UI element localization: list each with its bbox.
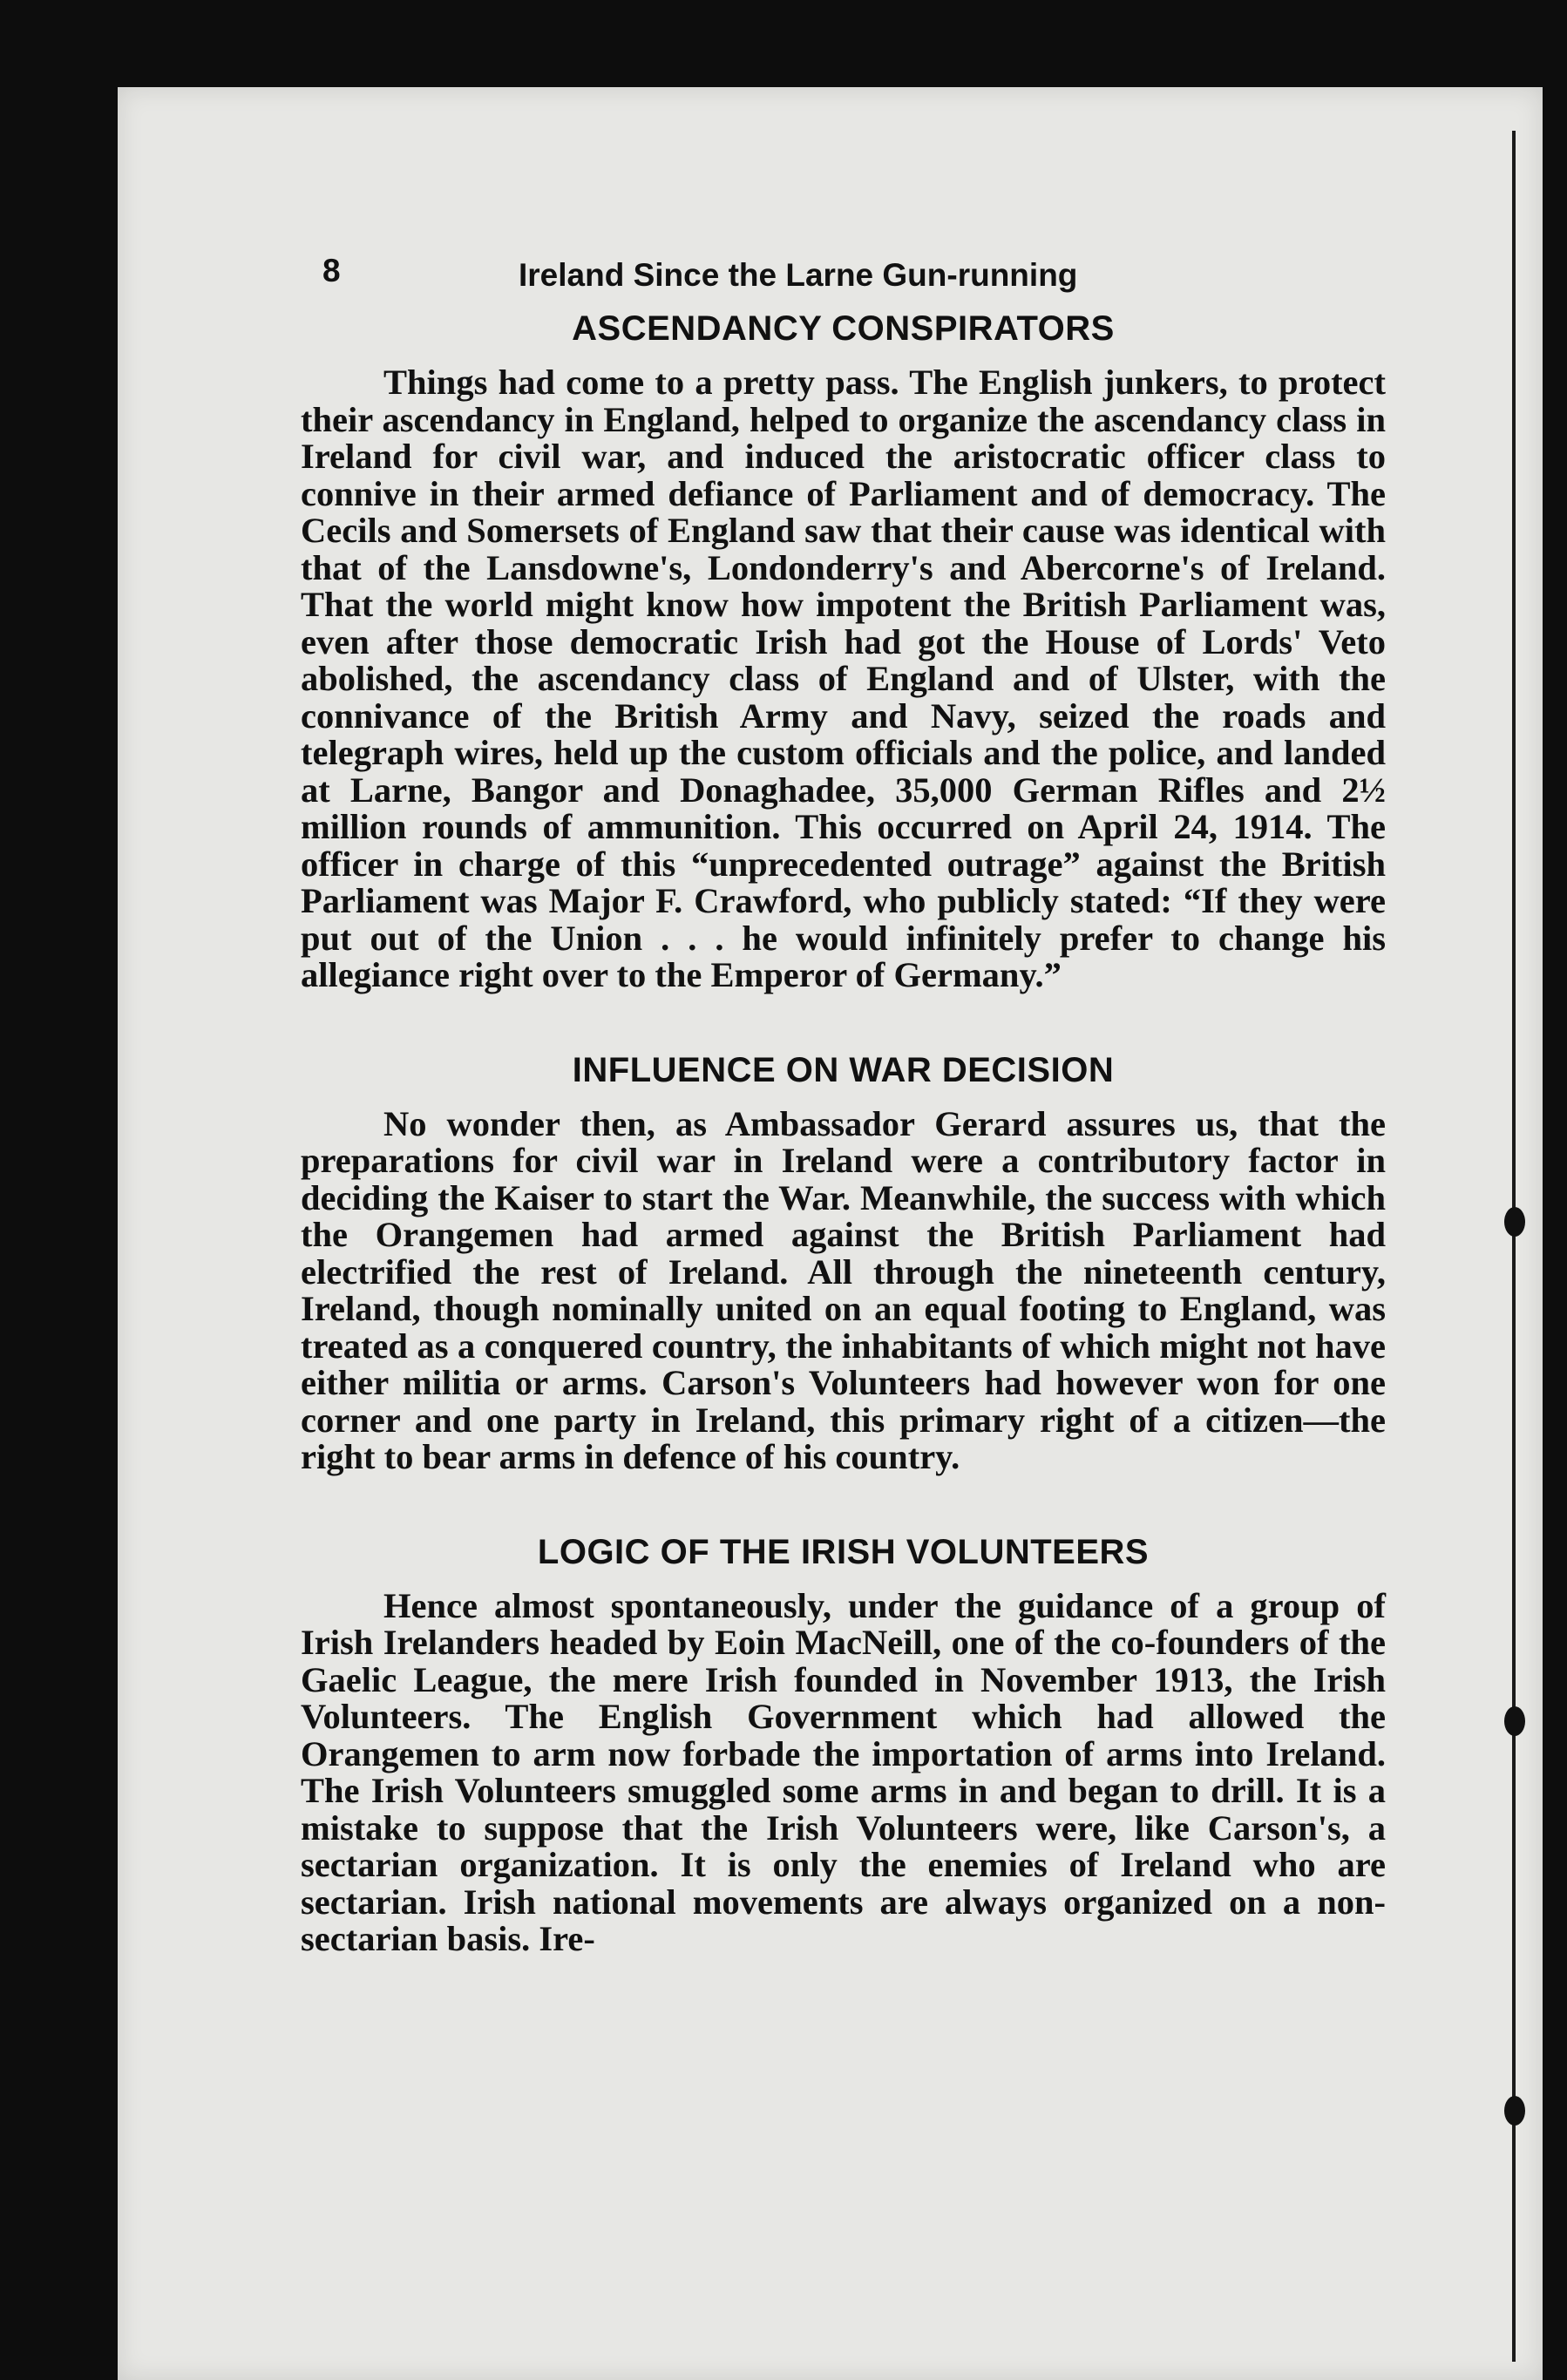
binding-knot (1504, 2096, 1525, 2126)
section-logic-of-irish-volunteers (301, 1533, 1386, 1958)
section-influence-on-war-decision (301, 1051, 1386, 1476)
running-head (301, 253, 1386, 305)
section-ascendancy-conspirators (301, 309, 1386, 994)
running-title: Ireland Since the Larne Gun-running (519, 257, 1078, 293)
section-paragraph: No wonder then, as Ambassador Gerard assures us, that the preparations for civil war in Ireland were a contributory factor in deciding the Kaiser to start the War. Meanwhile, the success with which the Orangemen had armed against the British Parliament had electrified the rest of Ireland. All through the nineteenth century, Ireland, though nominally united on an equal footing to England, was treated as a conquered country, the inhabitants of which might not have either militia or arms. Carson's Volunteers had however won for one corner and one party in Ireland, this primary right of a citizen—the right to bear arms in defence of his country. (301, 1103, 1386, 1476)
section-paragraph: Things had come to a pretty pass. The English junkers, to protect their ascendancy in England, helped to organize the ascendancy class in Ireland for civil war, and induced the aristocratic officer class to connive in their armed defiance of Parliament and of democracy. The Cecils and Somersets of England saw that their cause was identical with that of the Lansdowne's, Londonderry's and Abercorne's of Ireland. That the world might know how impotent the British Parliament was, even after those democratic Irish had got the House of Lords' Veto abolished, the ascendancy class of England and of Ulster, with the connivance of the British Army and Navy, seized the roads and telegraph wires, held up the custom officials and the police, and landed at Larne, Bangor and Donaghadee, 35,000 German Rifles and 2½ million rounds of ammunition. This occurred on April 24, 1914. The officer in charge of this “unprecedented outrage” against the British Parliament was Major F. Crawford, who publicly stated: “If they were put out of the Union . . . he would infinitely prefer to change his allegiance right over to the Emperor of Germany.” (301, 363, 1386, 994)
section-heading: INFLUENCE ON WAR DECISION (572, 1050, 1115, 1089)
binding-knot (1504, 1706, 1525, 1736)
page-content (301, 253, 1386, 1958)
binding-knot (1504, 1207, 1525, 1237)
book-spine (1512, 131, 1516, 2362)
section-heading: ASCENDANCY CONSPIRATORS (572, 309, 1115, 348)
section-paragraph: Hence almost spontaneously, under the guidance of a group of Irish Irelanders headed by Eoin MacNeill, one of the co-founders of the Gaelic League, the mere Irish founded in November 1913, the Irish Volunteers. The English Government which had allowed the Orangemen to arm now forbade the importation of arms into Ireland. The Irish Volunteers smuggled some arms in and began to drill. It is a mistake to suppose that the Irish Volunteers were, like Carson's, a sectarian organization. It is only the enemies of Ireland who are sectarian. Irish national movements are always organized on a non-sectarian basis. Ire- (301, 1585, 1386, 1958)
page-number: 8 (322, 253, 341, 288)
section-heading: LOGIC OF THE IRISH VOLUNTEERS (537, 1532, 1150, 1571)
